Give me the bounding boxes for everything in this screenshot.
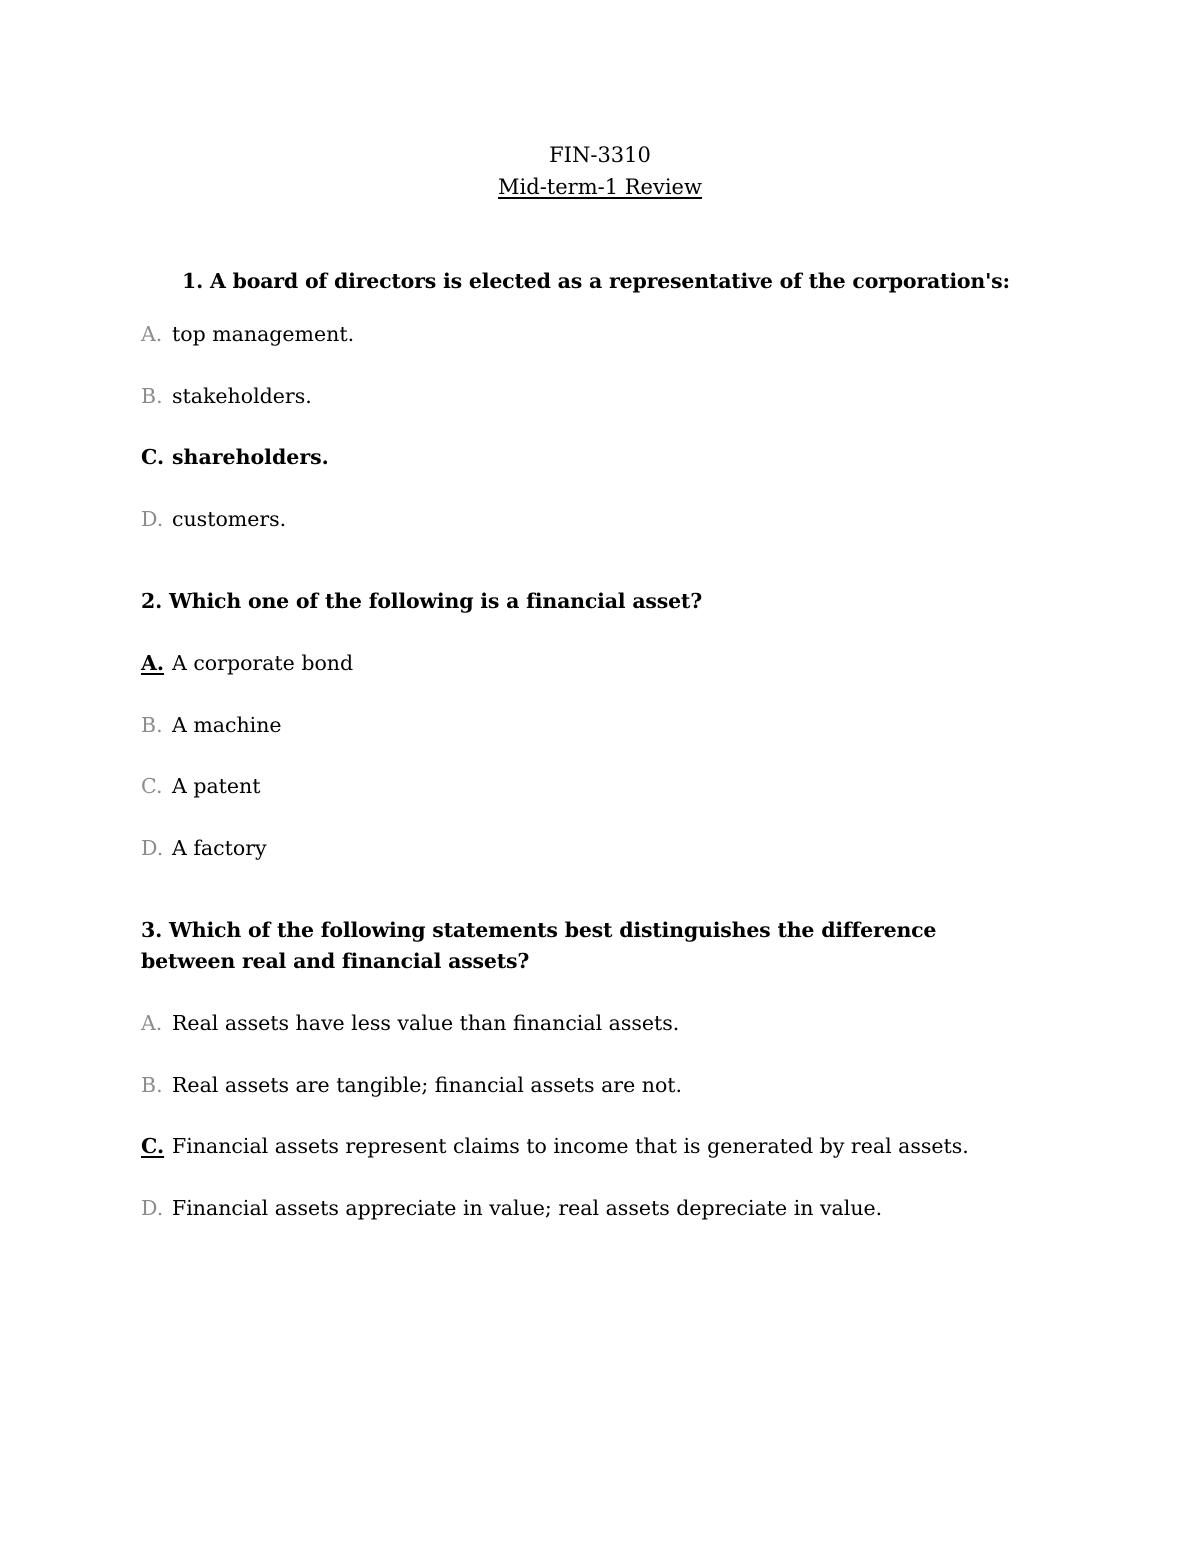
question-3-option-c-correct (141, 1136, 969, 1157)
question-3-option-b (141, 1075, 682, 1096)
option-letter: A. (141, 1011, 163, 1035)
document-title: Mid-term-1 Review (498, 175, 702, 199)
question-2-option-a-correct (141, 653, 353, 674)
option-text: A patent (172, 774, 261, 798)
option-text: Real assets have less value than financial assets. (172, 1011, 680, 1035)
question-1-prompt: 1. A board of directors is elected as a representative of the corporation's: (182, 269, 1010, 293)
option-letter: A. (141, 322, 163, 346)
question-1-option-b (141, 386, 312, 407)
option-text: top management. (172, 322, 355, 346)
option-letter: B. (141, 1073, 163, 1097)
question-3-option-a (141, 1013, 679, 1034)
question-2-prompt: 2. Which one of the following is a financial asset? (141, 589, 703, 613)
option-text: Financial assets represent claims to income that is generated by real assets. (172, 1134, 969, 1158)
option-text: A corporate bond (172, 651, 354, 675)
question-2-option-c (141, 776, 260, 797)
option-letter: C. (141, 774, 163, 798)
option-letter: A. (141, 651, 165, 675)
course-code: FIN-3310 (549, 143, 651, 167)
question-1-option-d (141, 509, 286, 530)
question-1-option-c-correct (141, 447, 329, 468)
question-2-option-b (141, 715, 282, 736)
question-2-option-d (141, 838, 267, 859)
option-text: Financial assets appreciate in value; real assets depreciate in value. (172, 1196, 883, 1220)
question-1-option-a (141, 324, 354, 345)
option-text: Real assets are tangible; financial assets are not. (172, 1073, 683, 1097)
option-letter: C. (141, 1134, 165, 1158)
option-letter: D. (141, 507, 164, 531)
option-text: customers. (172, 507, 287, 531)
option-letter: B. (141, 384, 163, 408)
option-text: A factory (172, 836, 267, 860)
option-text: shareholders. (172, 445, 329, 469)
option-letter: B. (141, 713, 163, 737)
option-letter: D. (141, 1196, 164, 1220)
option-letter: C. (141, 445, 165, 469)
option-text: A machine (172, 713, 282, 737)
option-letter: D. (141, 836, 164, 860)
option-text: stakeholders. (172, 384, 312, 408)
question-3-prompt: 3. Which of the following statements best distinguishes the difference between real and financial assets? (141, 918, 937, 973)
question-3-option-d (141, 1198, 882, 1219)
